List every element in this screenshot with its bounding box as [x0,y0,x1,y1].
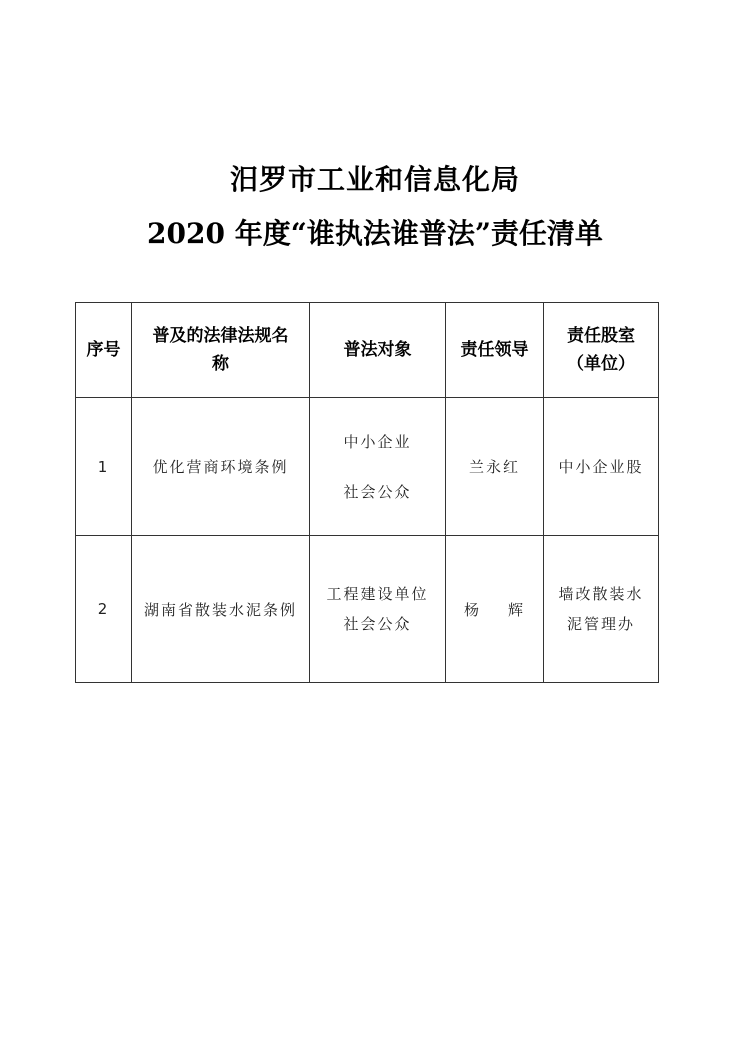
header-law-line2: 称 [212,354,229,374]
table-row [76,536,659,683]
row-unit-line2: 泥管理办 [566,615,635,633]
row-audience-line2: 社会公众 [343,615,412,633]
header-leader-label: 责任领导 [460,340,529,360]
header-audience [310,303,446,398]
header-audience-label: 普法对象 [343,340,412,360]
header-unit [544,303,659,398]
row-index: 2 [76,536,132,683]
row-law: 优化营商环境条例 [132,398,310,536]
row-unit [544,536,659,683]
header-leader [446,303,544,398]
row-audience-line1: 工程建设单位 [326,585,429,603]
header-law [132,303,310,398]
row-unit: 中小企业股 [544,398,659,536]
row-audience-line2: 社会公众 [343,482,412,501]
header-law-line1: 普及的法律法规名 [152,326,289,346]
responsibility-table [75,302,659,683]
row-index: 1 [76,398,132,536]
header-unit-line1: 责任股室 [567,326,635,346]
row-law: 湖南省散装水泥条例 [132,536,310,683]
row-leader: 杨 辉 [446,536,544,683]
document-subtitle: 2020 年度“谁执法谁普法”责任清单 [147,217,603,250]
row-leader: 兰永红 [446,398,544,536]
row-audience-line1: 中小企业 [343,432,412,451]
row-unit-line1: 墙改散装水 [558,585,644,603]
row-audience [310,536,446,683]
document-title: 汨罗市工业和信息化局 [229,163,520,196]
header-index-label: 序号 [86,340,121,360]
row-audience [310,398,446,536]
header-index [76,303,132,398]
table-row [76,398,659,536]
table-header-row [76,303,659,398]
header-unit-line2: （单位） [567,354,635,374]
